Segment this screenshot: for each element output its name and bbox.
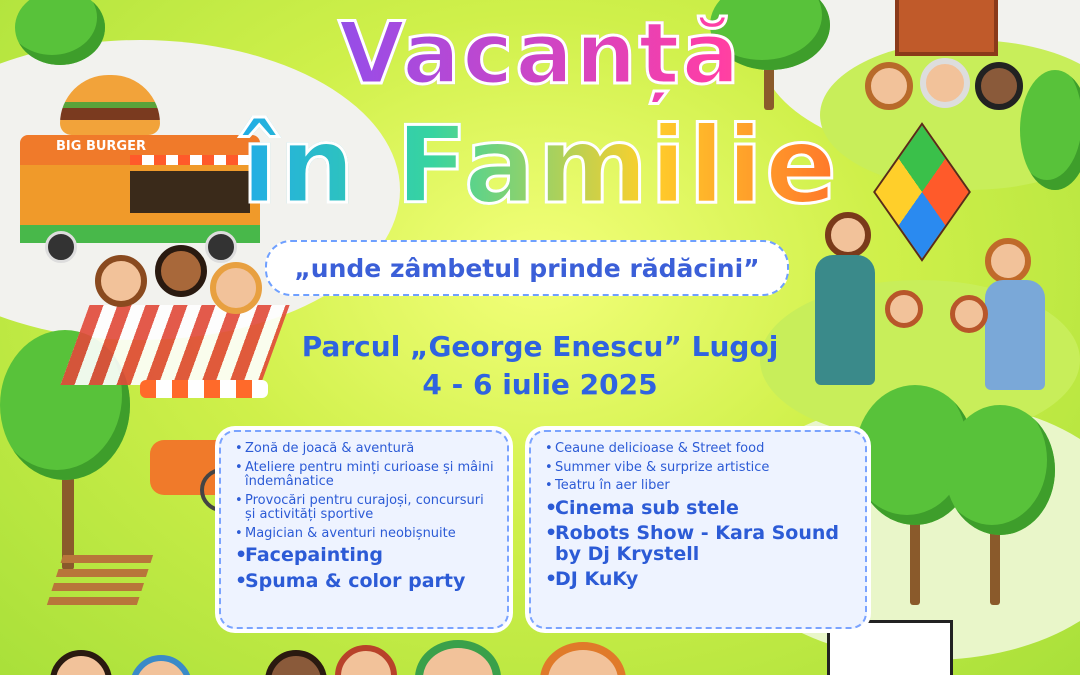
activities-right-panel [529, 430, 867, 629]
child-figure [50, 650, 112, 675]
child-figure [950, 295, 988, 333]
park-bench [47, 555, 153, 605]
activity-item: • Magician & aventuri neobișnuite [235, 527, 495, 542]
child-figure [335, 645, 397, 675]
child-figure [885, 290, 923, 328]
activity-item: • Ceaune delicioase & Street food [545, 442, 853, 457]
adult-figure [815, 255, 875, 385]
child-figure [265, 650, 327, 675]
activities-left-panel [219, 430, 509, 629]
activity-item: • Summer vibe & surprize artistice [545, 461, 853, 476]
activity-item: • Ateliere pentru minți curioase și mâini îndemânatice [235, 461, 495, 490]
venue-place: Parcul „George Enescu” Lugoj [301, 330, 779, 363]
activity-item: • DJ KuKy [545, 569, 853, 590]
activities-right-list [531, 432, 865, 591]
tree [855, 385, 1055, 615]
activity-item: • Provocări pentru curajoși, concursuri și activități sportive [235, 494, 495, 523]
child-figure [95, 255, 147, 307]
activity-item: • Facepainting [235, 545, 495, 566]
activity-item: • Spuma & color party [235, 571, 495, 592]
child-figure [540, 642, 626, 675]
child-figure [155, 245, 207, 297]
activities-left-list [221, 432, 507, 592]
child-figure [210, 262, 262, 314]
adult-figure [985, 238, 1031, 284]
child-figure [415, 640, 501, 675]
activity-item: • Teatru în aer liber [545, 479, 853, 494]
venue-dates: 4 - 6 iulie 2025 [422, 368, 658, 401]
tagline: „unde zâmbetul prinde rădăcini” [265, 240, 789, 296]
title-line-1: Vacanță [0, 4, 1080, 104]
activity-item: • Robots Show - Kara Sound by Dj Krystell [545, 523, 853, 566]
activity-item: • Zonă de joacă & aventură [235, 442, 495, 457]
child-figure [130, 655, 192, 675]
activity-item: • Cinema sub stele [545, 498, 853, 519]
title-line-2: în Familie [0, 104, 1080, 227]
